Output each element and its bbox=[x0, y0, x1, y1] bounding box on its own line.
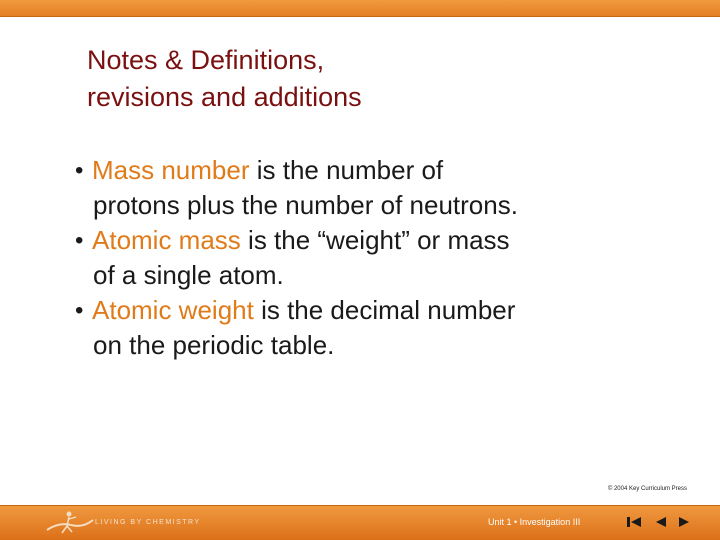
skip-to-start-icon[interactable] bbox=[625, 514, 643, 530]
bullet-text: is the “weight” or mass bbox=[240, 225, 510, 255]
term-highlight: Atomic mass bbox=[92, 225, 241, 255]
next-icon[interactable] bbox=[675, 514, 693, 530]
bullet-atomic-mass bbox=[75, 223, 695, 293]
slide-title bbox=[87, 42, 647, 116]
title-line-2: revisions and additions bbox=[87, 82, 362, 112]
brand-wordmark: LIVING BY CHEMISTRY bbox=[95, 519, 201, 526]
living-by-chemistry-logo-icon bbox=[45, 508, 95, 536]
bullet-continuation: protons plus the number of neutrons. bbox=[93, 190, 518, 220]
bullet-dot-icon: • bbox=[75, 227, 84, 254]
bullet-mass-number bbox=[75, 153, 695, 223]
unit-investigation-label: Unit 1 • Investigation III bbox=[488, 517, 581, 527]
bullet-text: is the decimal number bbox=[253, 295, 516, 325]
term-highlight: Mass number bbox=[92, 155, 250, 185]
bullet-dot-icon: • bbox=[75, 297, 84, 324]
bullet-continuation: on the periodic table. bbox=[93, 330, 335, 360]
title-line-1: Notes & Definitions, bbox=[87, 45, 325, 75]
bullet-dot-icon: • bbox=[75, 157, 84, 184]
copyright-notice: © 2004 Key Curriculum Press bbox=[607, 486, 687, 492]
bullet-list bbox=[75, 153, 695, 363]
bullet-atomic-weight bbox=[75, 293, 695, 363]
bullet-text: is the number of bbox=[249, 155, 444, 185]
term-highlight: Atomic weight bbox=[92, 295, 254, 325]
previous-icon[interactable] bbox=[652, 514, 670, 530]
bullet-continuation: of a single atom. bbox=[93, 260, 284, 290]
top-orange-bar bbox=[0, 0, 720, 17]
